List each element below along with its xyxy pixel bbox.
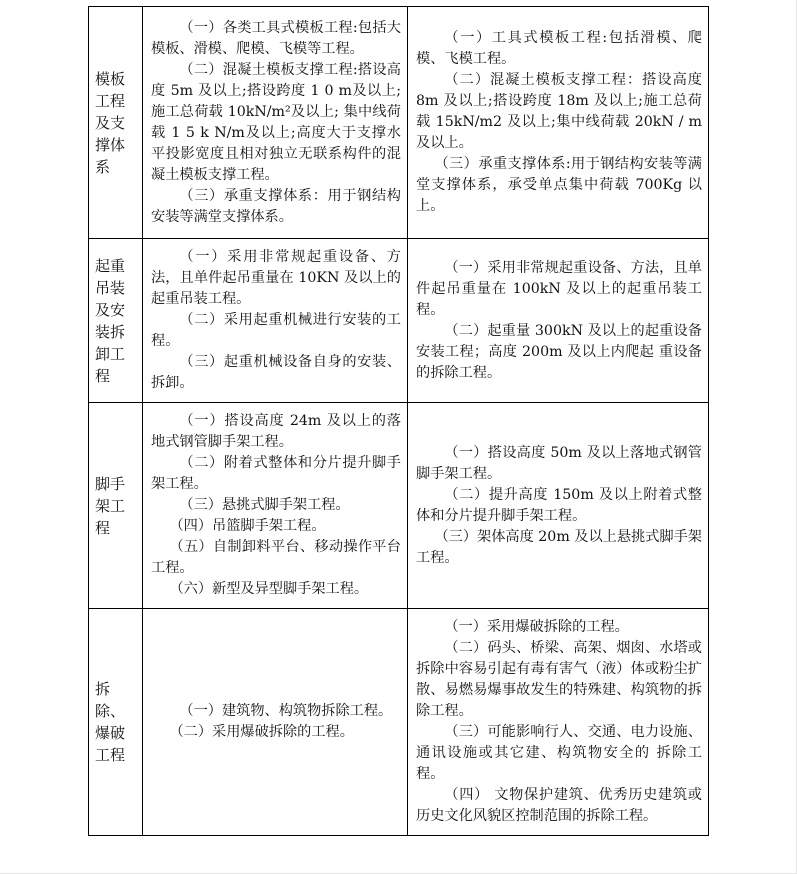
list-item: （二）附着式整体和分片提升脚手架工程。 [151,455,401,492]
list-item: （二）混凝土模板支撑工程:搭设高度 5m 及以上;搭设跨度 1 0 m及以上;施工总荷载 10kN/m²及以上; 集中线荷载 1 5 k N/m及以上;高度大于支撑水平投影宽度且相对独立无联系构件的混凝土模板支撑工程。 [151,61,401,183]
table-row [89,609,709,836]
list-item: （二）采用起重机械进行安装的工程。 [151,312,401,349]
list-item: （一）建筑物、构筑物拆除工程。 [179,703,393,719]
left-column-cell [143,403,408,609]
list-item: （四） 文物保护建筑、优秀历史建筑或历史文化风貌区控制范围的拆除工程。 [416,787,702,824]
right-column-cell [408,403,709,609]
list-item: （三）承重支撑体系:用于钢结构安装等满堂支撑体系，承受单点集中荷载 700Kg 以上。 [416,156,702,214]
list-item: （三）可能影响行人、交通、电力设施、通讯设施或其它建、构筑物安全的 拆除工程。 [416,724,702,782]
list-item: （三）架体高度 20m 及以上悬挑式脚手架工程。 [416,528,702,566]
left-column-cell [143,239,408,403]
right-column-cell [408,609,709,836]
list-item: （一）采用非常规起重设备、方法，且单件起吊重量在 100kN 及以上的起重吊装工程。 [416,259,702,318]
list-item: （三）承重支撑体系：用于钢结构安装等满堂支撑体系。 [151,187,401,225]
list-item: （一）搭设高度 50m 及以上落地式钢管脚手架工程。 [416,444,702,482]
list-item: （一）搭设高度 24m 及以上的落地式钢管脚手架工程。 [151,413,401,450]
table-row [89,403,709,609]
list-item: （二）提升高度 150m 及以上附着式整体和分片提升脚手架工程。 [416,486,702,524]
list-item: （四）吊篮脚手架工程。 [169,518,326,534]
list-item: （一）采用爆破拆除的工程。 [444,619,629,635]
table-row [89,7,709,239]
list-item: （三）起重机械设备自身的安装、拆卸。 [151,354,401,391]
list-item: （二）采用爆破拆除的工程。 [169,724,354,740]
list-item: （二）码头、桥梁、高架、烟囱、水塔或拆除中容易引起有毒有害气（液）体或粉尘扩散、易燃易爆事故发生的特殊建、构筑物的拆除工程。 [416,640,702,719]
table-row [89,239,709,403]
list-item: （二）起重量 300kN 及以上的起重设备安装工程；高度 200m 及以上内爬起 重设备的拆除工程。 [416,322,702,381]
list-item: （五）自制卸料平台、移动操作平台工程。 [151,539,401,576]
row-category: 起重吊装及安装拆卸工程 [89,239,143,403]
row-category: 拆除、爆破工程 [89,609,143,836]
row-category: 脚手架工程 [89,403,143,609]
list-item: （三）悬挑式脚手架工程。 [179,497,350,513]
list-item: （六）新型及异型脚手架工程。 [169,581,369,597]
right-column-cell [408,7,709,239]
left-column-cell [143,609,408,836]
row-category: 模板工程及支撑体系 [89,7,143,239]
list-item: （一）工具式模板工程:包括滑模、爬模、飞模工程。 [416,30,702,67]
engineering-scope-table [88,6,709,836]
list-item: （一）各类工具式模板工程:包括大模板、滑模、爬模、飞模等工程。 [151,19,401,57]
list-item: （一）采用非常规起重设备、方法，且单件起吊重量在 10KN 及以上的起重吊装工程。 [151,249,401,307]
left-column-cell [143,7,408,239]
right-column-cell [408,239,709,403]
list-item: （二）混凝土模板支撑工程：搭设高度 8m 及以上;搭设跨度 18m 及以上;施工总荷载 15kN/m2 及以上;集中线荷载 20kN / m 及以上。 [416,72,702,151]
